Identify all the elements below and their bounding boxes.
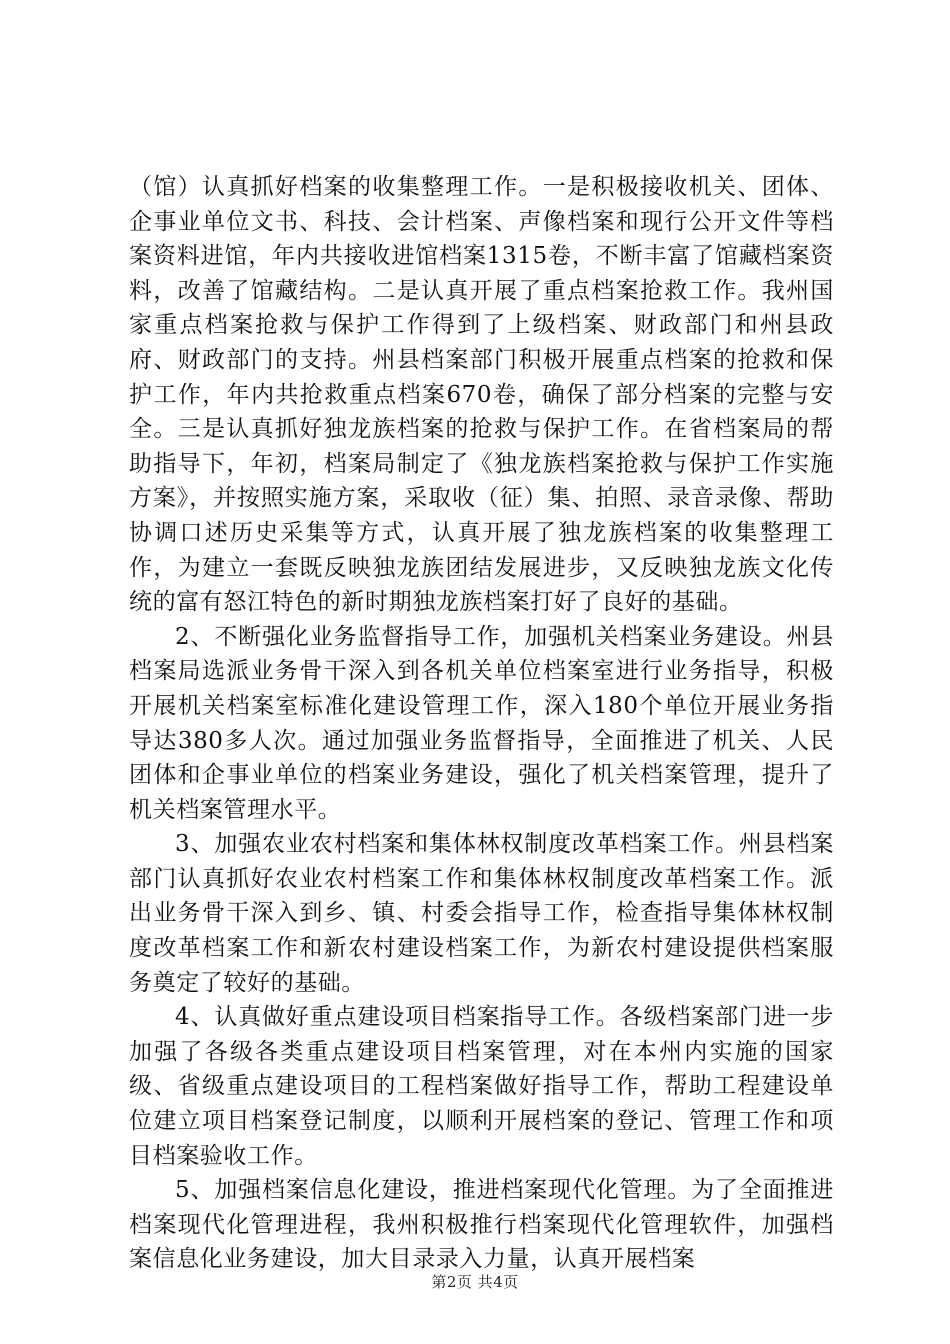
paragraph-item-3: 3、加强农业农村档案和集体林权制度改革档案工作。州县档案部门认真抓好农业农村档案工作和集体林权制度改革档案工作。派出业务骨干深入到乡、镇、村委会指导工作，检查指导集体林权制度改革档案工作和新农村建设档案工作，为新农村建设提供档案服务奠定了较好的基础。 <box>129 831 834 996</box>
paragraph-item-2: 2、不断强化业务监督指导工作，加强机关档案业务建设。州县档案局选派业务骨干深入到各机关单位档案室进行业务指导，积极开展机关档案室标准化建设管理工作，深入180个单位开展业务指导达380多人次。通过加强业务监督指导，全面推进了机关、人民团体和企事业单位的档案业务建设，强化了机关档案管理，提升了机关档案管理水平。 <box>129 623 834 823</box>
document-body <box>129 170 834 1277</box>
page-number-footer: 第2页 共4页 <box>431 1273 519 1291</box>
paragraph-item-5: 5、加强档案信息化建设，推进档案现代化管理。为了全面推进档案现代化管理进程，我州积极推行档案现代化管理软件，加强档案信息化业务建设，加大目录录入力量，认真开展档案 <box>129 1177 834 1273</box>
paragraph-continuation: （馆）认真抓好档案的收集整理工作。一是积极接收机关、团体、企事业单位文书、科技、会计档案、声像档案和现行公开文件等档案资料进馆，年内共接收进馆档案1315卷，不断丰富了馆藏档案资料，改善了馆藏结构。二是认真开展了重点档案抢救工作。我州国家重点档案抢救与保护工作得到了上级档案、财政部门和州县政府、财政部门的支持。州县档案部门积极开展重点档案的抢救和保护工作，年内共抢救重点档案670卷，确保了部分档案的完整与安全。三是认真抓好独龙族档案的抢救与保护工作。在省档案局的帮助指导下，年初，档案局制定了《独龙族档案抢救与保护工作实施方案》，并按照实施方案，采取收（征）集、拍照、录音录像、帮助协调口述历史采集等方式，认真开展了独龙族档案的收集整理工作，为建立一套既反映独龙族团结发展进步，又反映独龙族文化传统的富有怒江特色的新时期独龙族档案打好了良好的基础。 <box>129 174 834 616</box>
paragraph-item-4: 4、认真做好重点建设项目档案指导工作。各级档案部门进一步加强了各级各类重点建设项目档案管理，对在本州内实施的国家级、省级重点建设项目的工程档案做好指导工作，帮助工程建设单位建立项目档案登记制度，以顺利开展档案的登记、管理工作和项目档案验收工作。 <box>129 1004 834 1169</box>
